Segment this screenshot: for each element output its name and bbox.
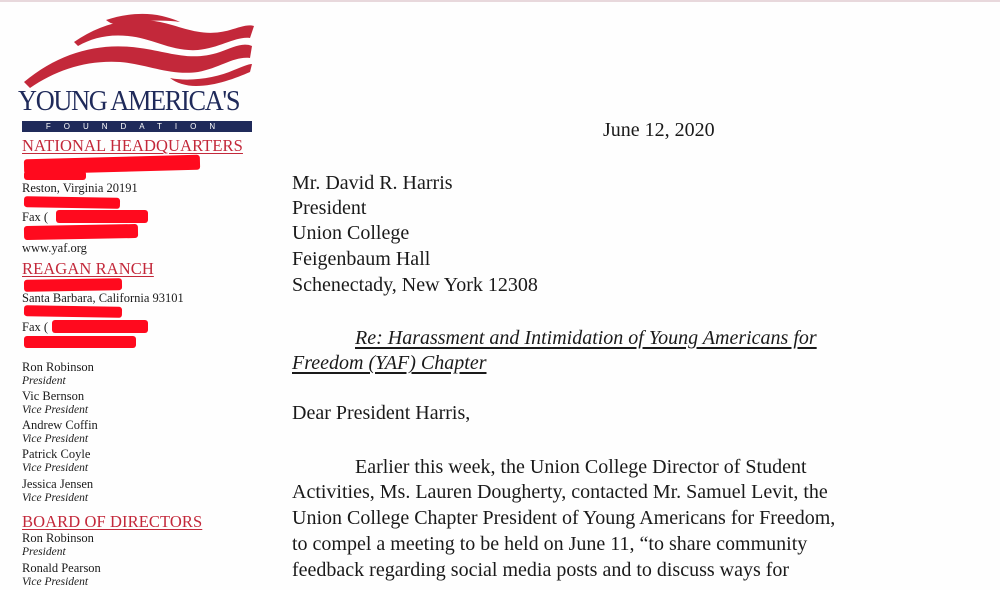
redaction-bar [52, 320, 148, 333]
officer-name: Patrick Coyle [22, 447, 91, 461]
redaction-bar [24, 171, 86, 180]
logo-subtitle-bar: FOUNDATION [22, 121, 252, 132]
officer-title: Vice President [22, 492, 89, 504]
officer-title: Vice President [22, 404, 89, 416]
redaction-bar [24, 336, 136, 348]
flag-stripes-icon [20, 12, 256, 92]
officer-name: Andrew Coffin [22, 418, 98, 432]
website-link[interactable]: www.yaf.org [22, 241, 87, 255]
officer-name: Ron Robinson [22, 360, 94, 374]
officer-name: Jessica Jensen [22, 477, 94, 491]
reagan-ranch-heading: REAGAN RANCH [22, 259, 154, 278]
board-member-name: Ron Robinson [22, 531, 94, 545]
body-line: to compel a meeting to be held on June 11, “to share community [292, 533, 808, 555]
board-heading: BOARD OF DIRECTORS [22, 512, 203, 531]
redaction-bar [24, 224, 138, 240]
subject-line: Freedom (YAF) Chapter [292, 352, 487, 374]
page-top-edge [0, 0, 1000, 2]
redaction-bar [24, 196, 120, 209]
recipient-line: Schenectady, New York 12308 [292, 274, 538, 296]
body-line: Earlier this week, the Union College Director of Student [355, 456, 807, 478]
board-member-name: Ronald Pearson [22, 561, 101, 575]
letter-date: June 12, 2020 [603, 119, 715, 141]
subject-line: Re: Harassment and Intimidation of Young Americans for [355, 327, 817, 349]
recipient-line: President [292, 197, 367, 219]
board-member-title: President [22, 546, 66, 558]
body-line: Activities, Ms. Lauren Dougherty, contacted Mr. Samuel Levit, the [292, 481, 828, 503]
national-hq-heading: NATIONAL HEADQUARTERS [22, 136, 243, 155]
reagan-ranch-fax: Fax ( [22, 320, 49, 334]
officer-title: Vice President [22, 462, 89, 474]
officer-title: President [22, 375, 66, 387]
redaction-bar [24, 305, 122, 318]
redaction-bar [56, 210, 148, 223]
recipient-line: Feigenbaum Hall [292, 248, 431, 270]
officer-name: Vic Bernson [22, 389, 85, 403]
redaction-bar [24, 278, 122, 292]
recipient-line: Union College [292, 222, 410, 244]
national-hq-address: Reston, Virginia 20191 [22, 181, 138, 195]
recipient-line: Mr. David R. Harris [292, 172, 453, 194]
reagan-ranch-address: Santa Barbara, California 93101 [22, 291, 184, 305]
national-hq-fax: Fax ( [22, 210, 49, 224]
logo-wordmark: YOUNG AMERICA'S [18, 86, 240, 117]
body-line: Union College Chapter President of Young Americans for Freedom, [292, 507, 836, 529]
officer-title: Vice President [22, 433, 89, 445]
board-member-title: Vice President [22, 576, 89, 588]
body-line: feedback regarding social media posts and to discuss ways for [292, 559, 790, 581]
salutation: Dear President Harris, [292, 402, 471, 424]
